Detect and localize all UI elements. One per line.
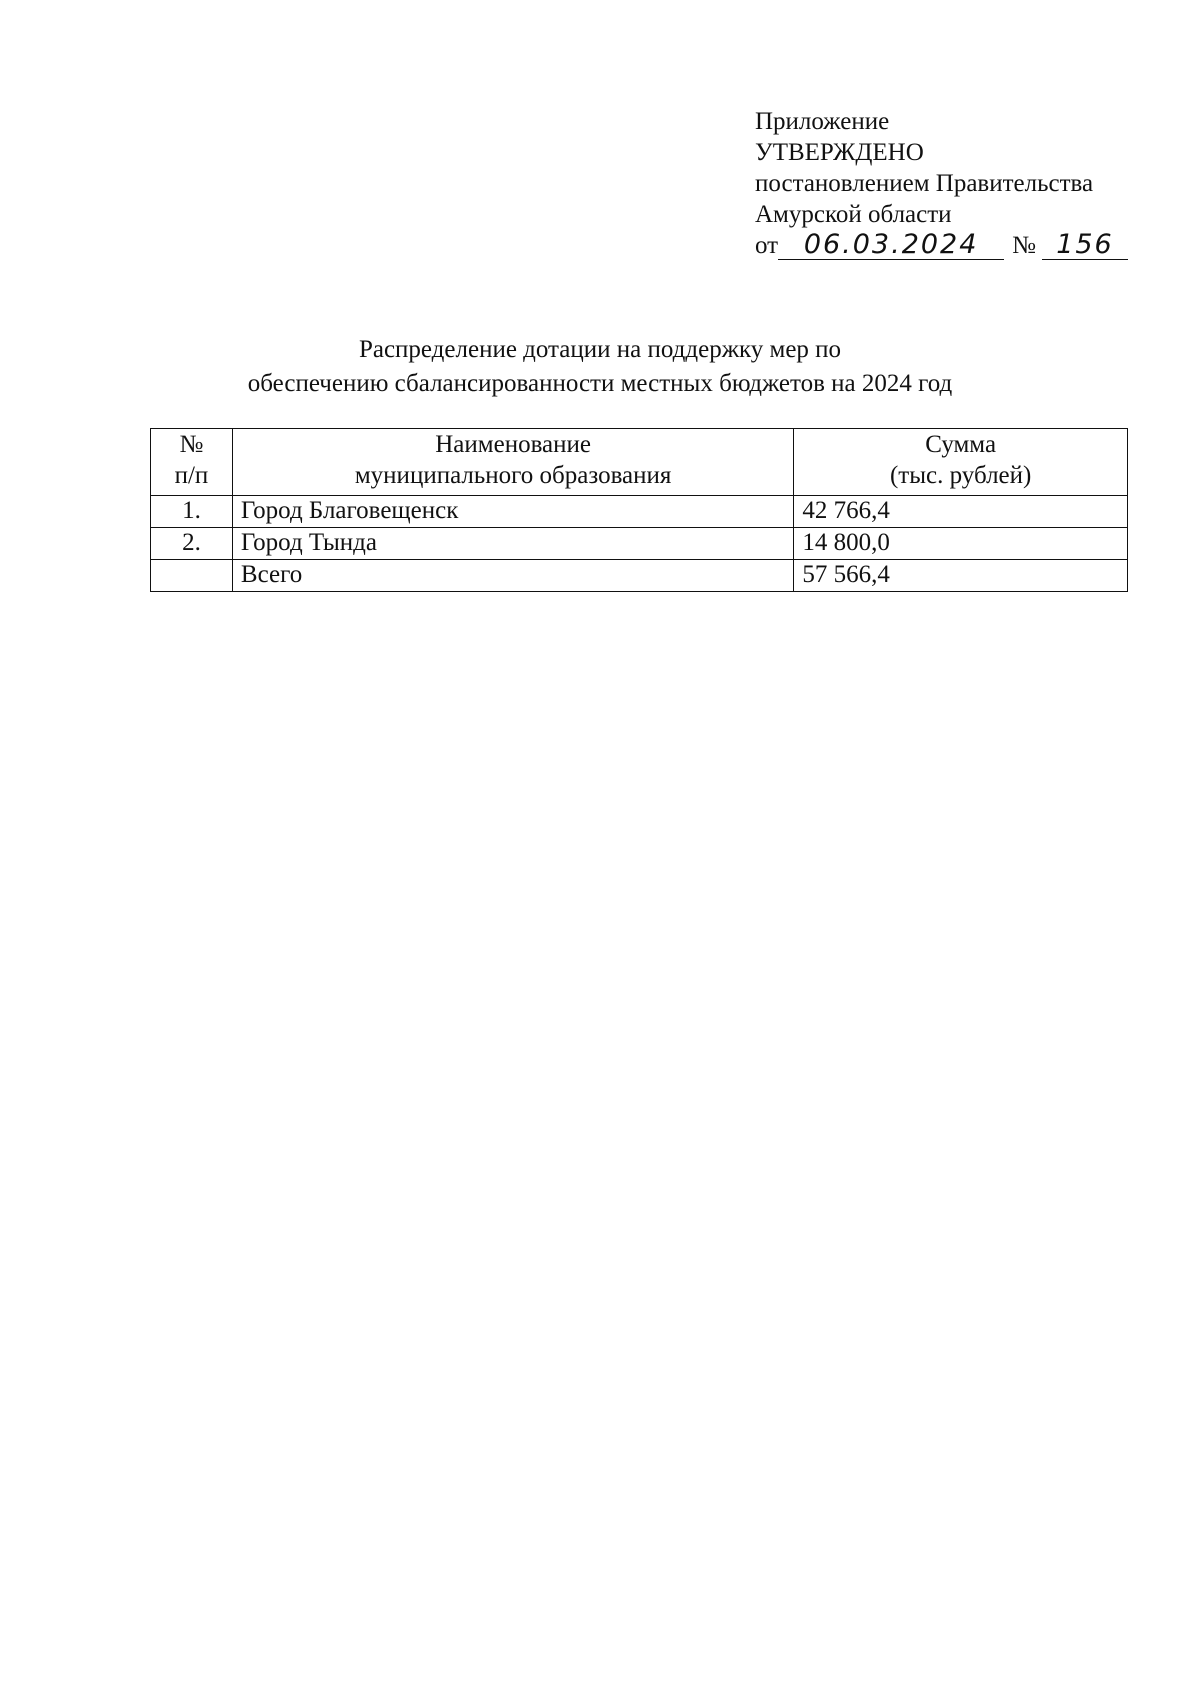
row-sum: 14 800,0	[794, 528, 1128, 560]
header-sum-line-1: Сумма	[925, 431, 997, 458]
handwritten-date: 06.03.2024	[778, 231, 1004, 260]
date-number-line	[755, 230, 1128, 261]
header-sum-line-2: (тыс. рублей)	[889, 462, 1032, 489]
header-number-line-1: №	[179, 431, 204, 458]
table-row	[151, 496, 1128, 528]
decree-label: постановлением Правительства	[755, 170, 1094, 197]
header-number	[151, 429, 233, 496]
total-number	[151, 560, 233, 592]
total-sum: 57 566,4	[794, 560, 1128, 592]
date-prefix: от	[755, 232, 779, 259]
row-municipality: Город Благовещенск	[232, 496, 793, 528]
distribution-table	[150, 428, 1128, 592]
appendix-label: Приложение	[755, 108, 890, 135]
approval-block	[755, 106, 1128, 261]
header-sum	[794, 429, 1128, 496]
handwritten-number: 156	[1042, 231, 1128, 260]
number-prefix: №	[1012, 232, 1036, 259]
region-label: Амурской области	[755, 201, 952, 228]
row-sum: 42 766,4	[794, 496, 1128, 528]
header-name-line-2: муниципального образования	[354, 462, 672, 489]
document-title	[150, 333, 1050, 401]
header-name	[232, 429, 793, 496]
row-number: 2.	[151, 528, 233, 560]
header-number-line-2: п/п	[174, 462, 209, 489]
row-municipality: Город Тында	[232, 528, 793, 560]
header-name-line-1: Наименование	[435, 431, 591, 458]
total-row	[151, 560, 1128, 592]
total-label: Всего	[232, 560, 793, 592]
title-line-2: обеспечению сбалансированности местных бюджетов на 2024 год	[247, 370, 953, 397]
table-row	[151, 528, 1128, 560]
table-header-row	[151, 429, 1128, 496]
title-line-1: Распределение дотации на поддержку мер по	[358, 336, 842, 363]
row-number: 1.	[151, 496, 233, 528]
approved-label: УТВЕРЖДЕНО	[755, 139, 924, 166]
